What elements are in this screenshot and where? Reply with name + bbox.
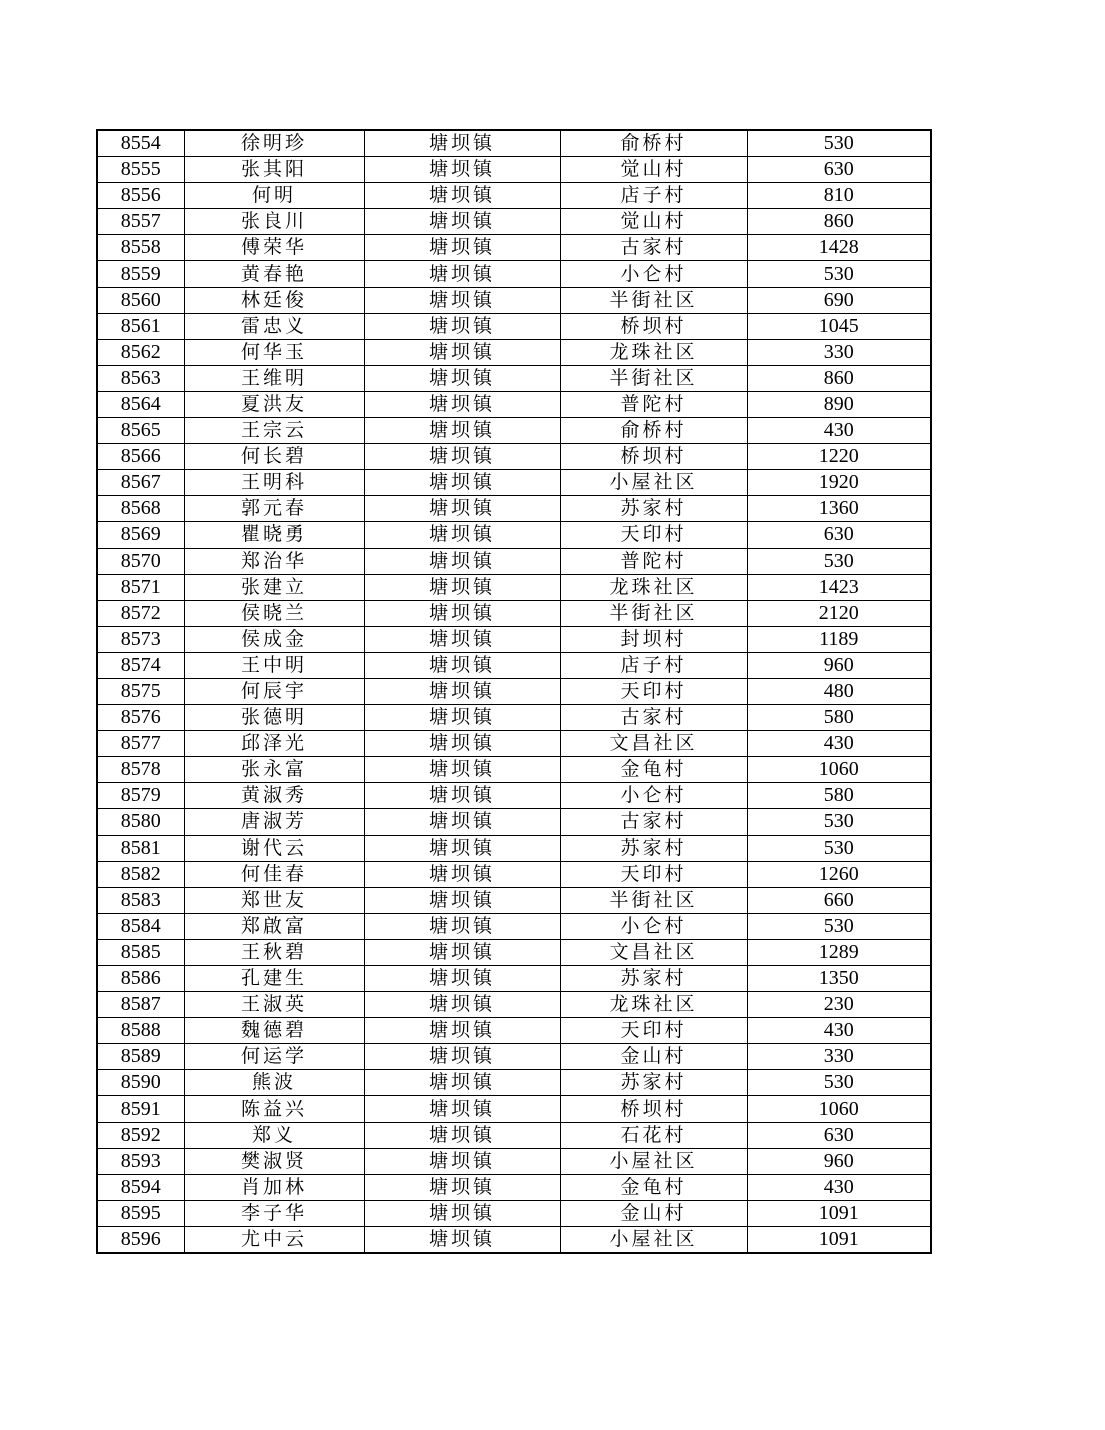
cell-name: 张建立	[184, 574, 364, 600]
table-row	[97, 1122, 931, 1148]
cell-village: 天印村	[560, 522, 747, 548]
cell-town: 塘坝镇	[364, 183, 560, 209]
cell-id: 8583	[97, 887, 184, 913]
cell-id: 8569	[97, 522, 184, 548]
cell-amount: 530	[747, 913, 931, 939]
table-row	[97, 548, 931, 574]
cell-id: 8589	[97, 1044, 184, 1070]
table-row	[97, 966, 931, 992]
cell-village: 文昌社区	[560, 939, 747, 965]
cell-name: 唐淑芳	[184, 809, 364, 835]
cell-town: 塘坝镇	[364, 391, 560, 417]
cell-amount: 480	[747, 678, 931, 704]
cell-town: 塘坝镇	[364, 574, 560, 600]
table-row	[97, 1200, 931, 1226]
cell-village: 龙珠社区	[560, 574, 747, 600]
cell-town: 塘坝镇	[364, 130, 560, 157]
cell-village: 古家村	[560, 705, 747, 731]
cell-amount: 660	[747, 887, 931, 913]
cell-name: 何辰宇	[184, 678, 364, 704]
table-row	[97, 496, 931, 522]
cell-village: 桥坝村	[560, 444, 747, 470]
cell-amount: 1360	[747, 496, 931, 522]
cell-id: 8587	[97, 992, 184, 1018]
cell-amount: 1350	[747, 966, 931, 992]
cell-amount: 2120	[747, 600, 931, 626]
cell-id: 8555	[97, 157, 184, 183]
table-row	[97, 418, 931, 444]
table-row	[97, 157, 931, 183]
cell-village: 苏家村	[560, 966, 747, 992]
cell-name: 张其阳	[184, 157, 364, 183]
cell-town: 塘坝镇	[364, 1044, 560, 1070]
cell-village: 天印村	[560, 861, 747, 887]
cell-village: 普陀村	[560, 391, 747, 417]
cell-town: 塘坝镇	[364, 548, 560, 574]
cell-village: 苏家村	[560, 835, 747, 861]
cell-town: 塘坝镇	[364, 966, 560, 992]
cell-village: 俞桥村	[560, 130, 747, 157]
cell-town: 塘坝镇	[364, 861, 560, 887]
cell-name: 李子华	[184, 1200, 364, 1226]
cell-village: 半街社区	[560, 600, 747, 626]
cell-amount: 1289	[747, 939, 931, 965]
cell-town: 塘坝镇	[364, 157, 560, 183]
cell-village: 觉山村	[560, 209, 747, 235]
cell-amount: 530	[747, 1070, 931, 1096]
cell-village: 金山村	[560, 1200, 747, 1226]
cell-name: 王淑英	[184, 992, 364, 1018]
cell-id: 8554	[97, 130, 184, 157]
cell-id: 8582	[97, 861, 184, 887]
table-row	[97, 1044, 931, 1070]
cell-name: 尤中云	[184, 1226, 364, 1253]
table-row	[97, 365, 931, 391]
cell-town: 塘坝镇	[364, 678, 560, 704]
cell-id: 8564	[97, 391, 184, 417]
cell-id: 8556	[97, 183, 184, 209]
cell-name: 王维明	[184, 365, 364, 391]
cell-village: 觉山村	[560, 157, 747, 183]
table-row	[97, 574, 931, 600]
cell-id: 8568	[97, 496, 184, 522]
cell-name: 夏洪友	[184, 391, 364, 417]
table-row	[97, 235, 931, 261]
cell-town: 塘坝镇	[364, 1096, 560, 1122]
cell-amount: 1045	[747, 313, 931, 339]
cell-amount: 1091	[747, 1226, 931, 1253]
cell-amount: 1260	[747, 861, 931, 887]
cell-name: 何佳春	[184, 861, 364, 887]
cell-id: 8595	[97, 1200, 184, 1226]
cell-village: 金龟村	[560, 1174, 747, 1200]
cell-town: 塘坝镇	[364, 992, 560, 1018]
cell-village: 半街社区	[560, 887, 747, 913]
cell-amount: 630	[747, 157, 931, 183]
cell-village: 小仑村	[560, 913, 747, 939]
table-row	[97, 1174, 931, 1200]
cell-name: 侯晓兰	[184, 600, 364, 626]
cell-name: 熊波	[184, 1070, 364, 1096]
table-row	[97, 339, 931, 365]
cell-id: 8563	[97, 365, 184, 391]
cell-amount: 430	[747, 731, 931, 757]
table-row	[97, 652, 931, 678]
cell-name: 谢代云	[184, 835, 364, 861]
cell-village: 龙珠社区	[560, 992, 747, 1018]
cell-amount: 430	[747, 418, 931, 444]
cell-name: 王宗云	[184, 418, 364, 444]
cell-name: 孔建生	[184, 966, 364, 992]
cell-village: 小仑村	[560, 261, 747, 287]
cell-town: 塘坝镇	[364, 261, 560, 287]
cell-name: 郑治华	[184, 548, 364, 574]
table-row	[97, 1096, 931, 1122]
cell-amount: 1423	[747, 574, 931, 600]
cell-id: 8579	[97, 783, 184, 809]
table-row	[97, 1070, 931, 1096]
cell-amount: 580	[747, 783, 931, 809]
table-row	[97, 626, 931, 652]
cell-village: 俞桥村	[560, 418, 747, 444]
cell-amount: 960	[747, 1148, 931, 1174]
cell-id: 8557	[97, 209, 184, 235]
cell-town: 塘坝镇	[364, 235, 560, 261]
cell-amount: 1091	[747, 1200, 931, 1226]
table-row	[97, 444, 931, 470]
cell-amount: 1060	[747, 757, 931, 783]
table-row	[97, 783, 931, 809]
cell-id: 8581	[97, 835, 184, 861]
table-row	[97, 313, 931, 339]
cell-id: 8573	[97, 626, 184, 652]
cell-amount: 1220	[747, 444, 931, 470]
table-row	[97, 261, 931, 287]
cell-amount: 330	[747, 339, 931, 365]
cell-id: 8574	[97, 652, 184, 678]
table-row	[97, 470, 931, 496]
cell-town: 塘坝镇	[364, 1174, 560, 1200]
cell-town: 塘坝镇	[364, 365, 560, 391]
cell-amount: 530	[747, 130, 931, 157]
table-row	[97, 835, 931, 861]
cell-village: 普陀村	[560, 548, 747, 574]
cell-village: 桥坝村	[560, 313, 747, 339]
cell-id: 8561	[97, 313, 184, 339]
table-row	[97, 1226, 931, 1253]
cell-town: 塘坝镇	[364, 209, 560, 235]
table-row	[97, 522, 931, 548]
cell-village: 古家村	[560, 235, 747, 261]
table-row	[97, 130, 931, 157]
cell-amount: 810	[747, 183, 931, 209]
cell-amount: 530	[747, 548, 931, 574]
cell-id: 8590	[97, 1070, 184, 1096]
cell-town: 塘坝镇	[364, 1200, 560, 1226]
cell-village: 店子村	[560, 652, 747, 678]
cell-town: 塘坝镇	[364, 418, 560, 444]
cell-village: 金山村	[560, 1044, 747, 1070]
cell-town: 塘坝镇	[364, 313, 560, 339]
table-row	[97, 209, 931, 235]
cell-town: 塘坝镇	[364, 939, 560, 965]
table-row	[97, 600, 931, 626]
cell-id: 8584	[97, 913, 184, 939]
cell-amount: 860	[747, 209, 931, 235]
cell-id: 8565	[97, 418, 184, 444]
cell-name: 何长碧	[184, 444, 364, 470]
cell-id: 8576	[97, 705, 184, 731]
cell-amount: 530	[747, 809, 931, 835]
cell-id: 8586	[97, 966, 184, 992]
cell-id: 8570	[97, 548, 184, 574]
cell-town: 塘坝镇	[364, 1018, 560, 1044]
cell-town: 塘坝镇	[364, 444, 560, 470]
table-row	[97, 731, 931, 757]
cell-village: 小屋社区	[560, 1148, 747, 1174]
cell-id: 8562	[97, 339, 184, 365]
cell-amount: 330	[747, 1044, 931, 1070]
cell-id: 8592	[97, 1122, 184, 1148]
cell-id: 8593	[97, 1148, 184, 1174]
cell-id: 8558	[97, 235, 184, 261]
cell-town: 塘坝镇	[364, 287, 560, 313]
cell-town: 塘坝镇	[364, 496, 560, 522]
cell-name: 张良川	[184, 209, 364, 235]
cell-name: 黄春艳	[184, 261, 364, 287]
cell-name: 肖加林	[184, 1174, 364, 1200]
cell-town: 塘坝镇	[364, 522, 560, 548]
cell-town: 塘坝镇	[364, 887, 560, 913]
table-row	[97, 705, 931, 731]
cell-name: 傅荣华	[184, 235, 364, 261]
table-row	[97, 287, 931, 313]
cell-village: 店子村	[560, 183, 747, 209]
cell-village: 半街社区	[560, 365, 747, 391]
cell-town: 塘坝镇	[364, 1148, 560, 1174]
cell-id: 8577	[97, 731, 184, 757]
table-row	[97, 391, 931, 417]
cell-name: 陈益兴	[184, 1096, 364, 1122]
cell-name: 张德明	[184, 705, 364, 731]
cell-name: 雷忠义	[184, 313, 364, 339]
cell-name: 樊淑贤	[184, 1148, 364, 1174]
table-row	[97, 913, 931, 939]
cell-id: 8571	[97, 574, 184, 600]
table-row	[97, 1018, 931, 1044]
cell-id: 8585	[97, 939, 184, 965]
cell-town: 塘坝镇	[364, 757, 560, 783]
cell-amount: 1189	[747, 626, 931, 652]
cell-id: 8560	[97, 287, 184, 313]
cell-village: 封坝村	[560, 626, 747, 652]
cell-village: 石花村	[560, 1122, 747, 1148]
cell-amount: 230	[747, 992, 931, 1018]
cell-town: 塘坝镇	[364, 600, 560, 626]
cell-town: 塘坝镇	[364, 835, 560, 861]
cell-town: 塘坝镇	[364, 626, 560, 652]
cell-village: 天印村	[560, 1018, 747, 1044]
cell-name: 郑义	[184, 1122, 364, 1148]
cell-name: 王秋碧	[184, 939, 364, 965]
table-row	[97, 757, 931, 783]
table-row	[97, 861, 931, 887]
cell-village: 金龟村	[560, 757, 747, 783]
cell-name: 张永富	[184, 757, 364, 783]
table-row	[97, 809, 931, 835]
cell-amount: 630	[747, 1122, 931, 1148]
cell-village: 文昌社区	[560, 731, 747, 757]
cell-name: 瞿晓勇	[184, 522, 364, 548]
cell-id: 8594	[97, 1174, 184, 1200]
cell-name: 魏德碧	[184, 1018, 364, 1044]
table-row	[97, 183, 931, 209]
cell-id: 8596	[97, 1226, 184, 1253]
cell-name: 邱泽光	[184, 731, 364, 757]
cell-village: 古家村	[560, 809, 747, 835]
cell-name: 侯成金	[184, 626, 364, 652]
cell-village: 半街社区	[560, 287, 747, 313]
cell-village: 苏家村	[560, 496, 747, 522]
cell-town: 塘坝镇	[364, 470, 560, 496]
cell-amount: 1428	[747, 235, 931, 261]
cell-name: 郭元春	[184, 496, 364, 522]
cell-amount: 580	[747, 705, 931, 731]
cell-amount: 430	[747, 1018, 931, 1044]
cell-village: 小屋社区	[560, 1226, 747, 1253]
cell-id: 8580	[97, 809, 184, 835]
cell-id: 8566	[97, 444, 184, 470]
cell-amount: 690	[747, 287, 931, 313]
data-table	[96, 129, 932, 1254]
cell-amount: 860	[747, 365, 931, 391]
cell-town: 塘坝镇	[364, 339, 560, 365]
cell-town: 塘坝镇	[364, 809, 560, 835]
cell-amount: 630	[747, 522, 931, 548]
cell-village: 小仑村	[560, 783, 747, 809]
cell-amount: 530	[747, 261, 931, 287]
table-row	[97, 992, 931, 1018]
cell-town: 塘坝镇	[364, 913, 560, 939]
cell-town: 塘坝镇	[364, 652, 560, 678]
cell-town: 塘坝镇	[364, 1070, 560, 1096]
cell-town: 塘坝镇	[364, 731, 560, 757]
cell-village: 苏家村	[560, 1070, 747, 1096]
cell-id: 8588	[97, 1018, 184, 1044]
cell-amount: 1920	[747, 470, 931, 496]
cell-town: 塘坝镇	[364, 1122, 560, 1148]
cell-town: 塘坝镇	[364, 783, 560, 809]
cell-name: 王明科	[184, 470, 364, 496]
cell-name: 黄淑秀	[184, 783, 364, 809]
cell-name: 何明	[184, 183, 364, 209]
cell-id: 8575	[97, 678, 184, 704]
cell-amount: 960	[747, 652, 931, 678]
cell-id: 8591	[97, 1096, 184, 1122]
cell-name: 郑啟富	[184, 913, 364, 939]
table-body	[97, 130, 931, 1253]
cell-amount: 890	[747, 391, 931, 417]
cell-name: 林廷俊	[184, 287, 364, 313]
cell-town: 塘坝镇	[364, 705, 560, 731]
cell-amount: 430	[747, 1174, 931, 1200]
cell-village: 天印村	[560, 678, 747, 704]
cell-name: 何运学	[184, 1044, 364, 1070]
cell-id: 8567	[97, 470, 184, 496]
cell-town: 塘坝镇	[364, 1226, 560, 1253]
table-row	[97, 939, 931, 965]
cell-id: 8559	[97, 261, 184, 287]
cell-name: 王中明	[184, 652, 364, 678]
cell-village: 桥坝村	[560, 1096, 747, 1122]
table-row	[97, 887, 931, 913]
cell-id: 8572	[97, 600, 184, 626]
table-row	[97, 678, 931, 704]
cell-amount: 530	[747, 835, 931, 861]
cell-name: 何华玉	[184, 339, 364, 365]
table-row	[97, 1148, 931, 1174]
cell-village: 小屋社区	[560, 470, 747, 496]
cell-name: 郑世友	[184, 887, 364, 913]
cell-name: 徐明珍	[184, 130, 364, 157]
cell-amount: 1060	[747, 1096, 931, 1122]
cell-village: 龙珠社区	[560, 339, 747, 365]
cell-id: 8578	[97, 757, 184, 783]
